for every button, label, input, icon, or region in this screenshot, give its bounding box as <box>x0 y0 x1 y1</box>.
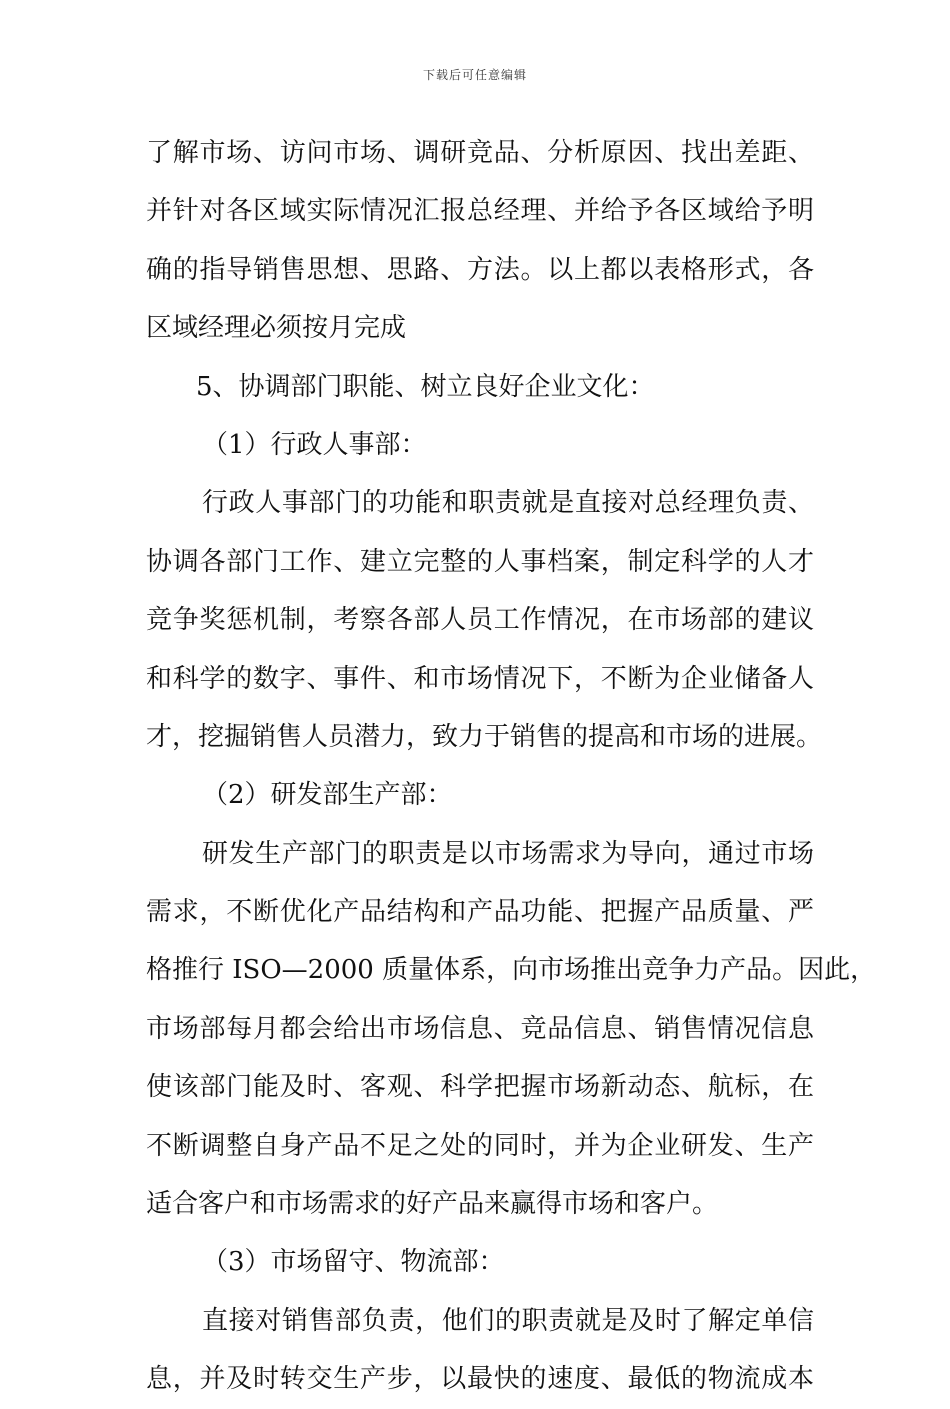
text-line: 和科学的数字、事件、和市场情况下，不断为企业储备人 <box>146 663 814 694</box>
text-line: 研发生产部门的职责是以市场需求为导向，通过市场 <box>202 838 814 869</box>
text-line: 直接对销售部负责，他们的职责就是及时了解定单信 <box>202 1305 814 1336</box>
text-line: 并针对各区域实际情况汇报总经理、并给予各区域给予明 <box>146 196 814 227</box>
text-line: 了解市场、访问市场、调研竞品、分析原因、找出差距、 <box>146 138 814 168</box>
text-line: 需求，不断优化产品结构和产品功能、把握产品质量、严 <box>146 897 814 928</box>
text-line: 息，并及时转交生产步，以最快的速度、最低的物流成本 <box>146 1364 814 1395</box>
text-line: 才，挖掘销售人员潜力，致力于销售的提高和市场的进展。 <box>146 721 823 752</box>
text-line: 行政人事部门的功能和职责就是直接对总经理负责、 <box>202 488 814 519</box>
document-body <box>146 124 877 1409</box>
text-line: 区域经理必须按月完成 <box>146 313 407 344</box>
text-line: 使该部门能及时、客观、科学把握市场新动态、航标，在 <box>146 1072 814 1103</box>
subsection-heading: （2）研发部生产部： <box>202 780 453 811</box>
subsection-heading: （3）市场留守、物流部： <box>202 1247 505 1278</box>
text-line: 竞争奖惩机制，考察各部人员工作情况，在市场部的建议 <box>146 605 814 636</box>
subsection-heading: （1）行政人事部： <box>202 429 427 460</box>
text-line: 格推行 ISO—2000 质量体系，向市场推出竞争力产品。因此， <box>146 955 877 986</box>
page-header-note: 下载后可任意编辑 <box>422 68 527 82</box>
text-line: 协调各部门工作、建立完整的人事档案，制定科学的人才 <box>146 546 814 577</box>
text-line: 确的指导销售思想、思路、方法。以上都以表格形式，各 <box>146 254 814 285</box>
section-heading: 5、协调部门职能、树立良好企业文化： <box>196 371 655 402</box>
text-line: 不断调整自身产品不足之处的同时，并为企业研发、生产 <box>146 1130 814 1161</box>
text-line: 市场部每月都会给出市场信息、竞品信息、销售情况信息 <box>146 1013 814 1044</box>
text-line: 适合客户和市场需求的好产品来赢得市场和客户。 <box>146 1189 719 1220</box>
